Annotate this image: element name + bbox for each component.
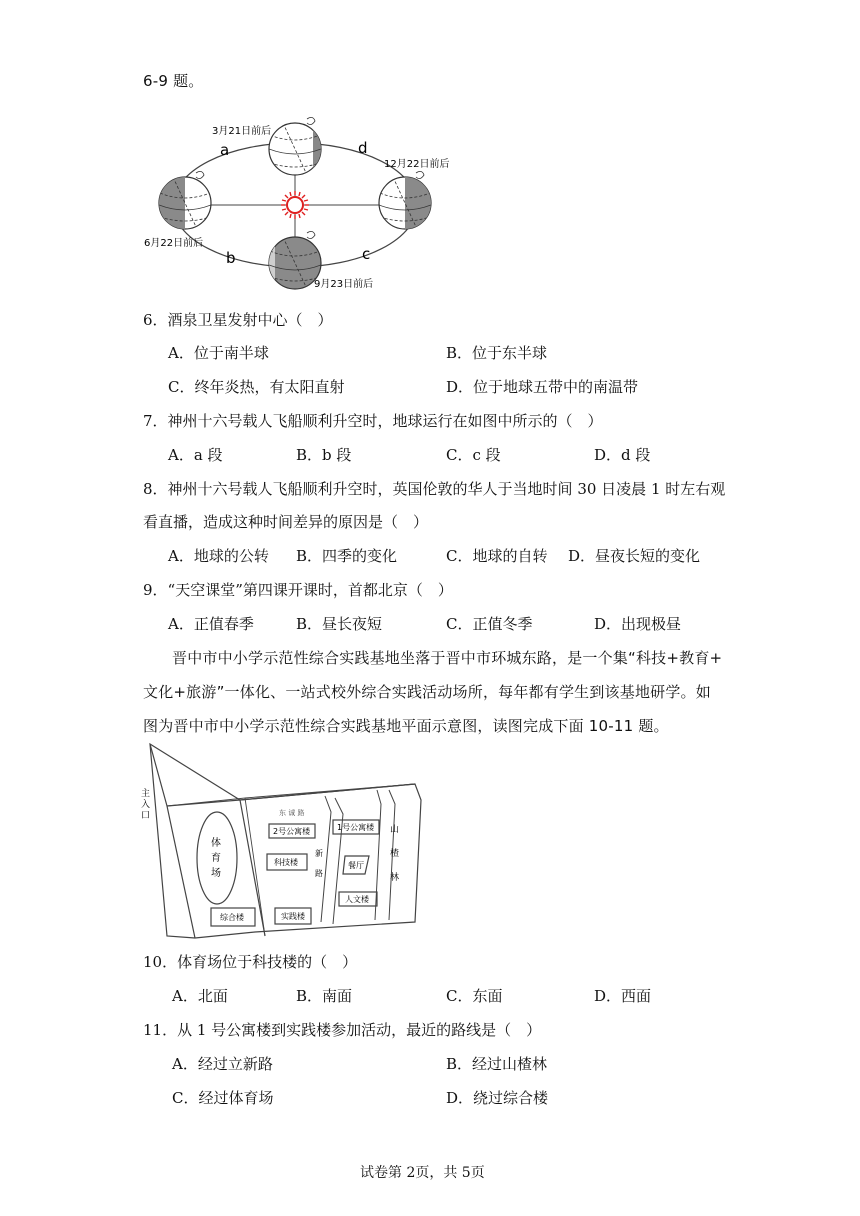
question-9-option-b[interactable]: B．昼长夜短 xyxy=(296,615,383,633)
question-7-option-d[interactable]: D．d 段 xyxy=(594,446,651,464)
map-stadium-char-2: 育 xyxy=(211,853,221,864)
question-7-option-a[interactable]: A．a 段 xyxy=(168,446,223,464)
question-7-option-b[interactable]: B．b 段 xyxy=(296,446,352,464)
question-6-option-b[interactable]: B．位于东半球 xyxy=(446,344,548,362)
label-jun22: 6月22日前后 xyxy=(144,238,204,249)
map-road-lixin-char-2: 路 xyxy=(315,869,323,878)
earth-march-icon xyxy=(269,117,323,175)
question-9-option-d[interactable]: D．出现极昼 xyxy=(594,615,682,633)
label-sep23: 9月23日前后 xyxy=(314,279,374,290)
question-11-option-b[interactable]: B．经过山楂林 xyxy=(446,1055,548,1073)
question-10-stem: 10．体育场位于科技楼的（ ） xyxy=(143,953,358,971)
map-hawthorn-char-3: 林 xyxy=(390,873,400,883)
map-entrance-char-1: 主 xyxy=(141,789,151,799)
earth-september-icon xyxy=(267,231,321,289)
map-apt2-label: 2号公寓楼 xyxy=(273,827,311,836)
map-road-east-label: 东 诚 路 xyxy=(279,809,305,817)
map-tech-label: 科技楼 xyxy=(274,858,298,867)
segment-a-label: a xyxy=(220,141,230,159)
question-8-stem-line2: 看直播，造成这种时间差异的原因是（ ） xyxy=(143,513,429,531)
map-entrance-char-3: 口 xyxy=(141,811,151,821)
passage-line-3: 图为晋中市中小学示范性综合实践基地平面示意图，读图完成下面 10-11 题。 xyxy=(143,717,669,735)
map-apt1-label: 1号公寓楼 xyxy=(337,823,375,832)
question-9-option-a[interactable]: A．正值春季 xyxy=(168,615,254,633)
intro-text: 6-9 题。 xyxy=(143,72,204,90)
question-6-option-c[interactable]: C．终年炎热，有太阳直射 xyxy=(168,378,345,396)
page-footer: 试卷第 2页，共 5页 xyxy=(360,1165,485,1181)
label-dec22: 12月22日前后 xyxy=(384,159,450,170)
map-practice-label: 实践楼 xyxy=(281,912,305,921)
passage-line-2: 文化+旅游”一体化、一站式校外综合实践活动场所，每年都有学生到该基地研学。如 xyxy=(143,683,711,701)
question-11-option-d[interactable]: D．绕过综合楼 xyxy=(446,1089,549,1107)
earth-december-icon xyxy=(379,171,435,229)
question-10-option-d[interactable]: D．西面 xyxy=(594,987,652,1005)
map-road-lixin-char-1: 新 xyxy=(315,849,323,858)
map-entrance-char-2: 入 xyxy=(141,800,151,810)
question-6-option-a[interactable]: A．位于南半球 xyxy=(168,344,269,362)
question-7-stem: 7．神州十六号载人飞船顺利升空时，地球运行在如图中所示的（ ） xyxy=(143,412,603,430)
question-10-option-a[interactable]: A．北面 xyxy=(172,987,228,1005)
map-stadium-char-1: 体 xyxy=(211,838,221,849)
question-10-option-b[interactable]: B．南面 xyxy=(296,987,353,1005)
label-mar21: 3月21日前后 xyxy=(212,126,272,137)
passage-line-1: 晋中市中小学示范性综合实践基地坐落于晋中市环城东路，是一个集“科技+教育+ xyxy=(172,649,723,667)
map-outline xyxy=(150,744,421,938)
segment-d-label: d xyxy=(358,139,368,157)
map-hawthorn-char-1: 山 xyxy=(390,825,400,835)
question-9-option-c[interactable]: C．正值冬季 xyxy=(446,615,533,633)
map-hawthorn-char-2: 楂 xyxy=(390,849,400,859)
question-8-option-d[interactable]: D．昼夜长短的变化 xyxy=(568,547,701,565)
question-8-stem-line1: 8．神州十六号载人飞船顺利升空时，英国伦敦的华人于当地时间 30 日凌晨 1 时左右观 xyxy=(143,480,726,498)
map-humanities-label: 人文楼 xyxy=(345,895,369,904)
campus-map-figure xyxy=(141,740,435,942)
map-stadium-char-3: 场 xyxy=(211,868,221,879)
question-11-stem: 11．从 1 号公寓楼到实践楼参加活动，最近的路线是（ ） xyxy=(143,1021,542,1039)
question-11-option-a[interactable]: A．经过立新路 xyxy=(172,1055,273,1073)
map-canteen-label: 餐厅 xyxy=(348,861,364,870)
question-10-option-c[interactable]: C．东面 xyxy=(446,987,503,1005)
question-6-option-d[interactable]: D．位于地球五带中的南温带 xyxy=(446,378,639,396)
earth-orbit-figure xyxy=(144,105,450,295)
segment-c-label: c xyxy=(362,245,371,263)
question-11-option-c[interactable]: C．经过体育场 xyxy=(172,1089,274,1107)
earth-june-icon xyxy=(155,171,211,229)
question-8-option-b[interactable]: B．四季的变化 xyxy=(296,547,398,565)
map-complex-label: 综合楼 xyxy=(220,913,244,922)
map-entrance-road xyxy=(150,744,195,938)
question-6-stem: 6．酒泉卫星发射中心（ ） xyxy=(143,311,333,329)
segment-b-label: b xyxy=(226,249,236,267)
question-8-option-c[interactable]: C．地球的自转 xyxy=(446,547,548,565)
question-8-option-a[interactable]: A．地球的公转 xyxy=(168,547,269,565)
question-9-stem: 9．“天空课堂”第四课开课时，首都北京（ ） xyxy=(143,581,453,599)
question-7-option-c[interactable]: C．c 段 xyxy=(446,446,501,464)
